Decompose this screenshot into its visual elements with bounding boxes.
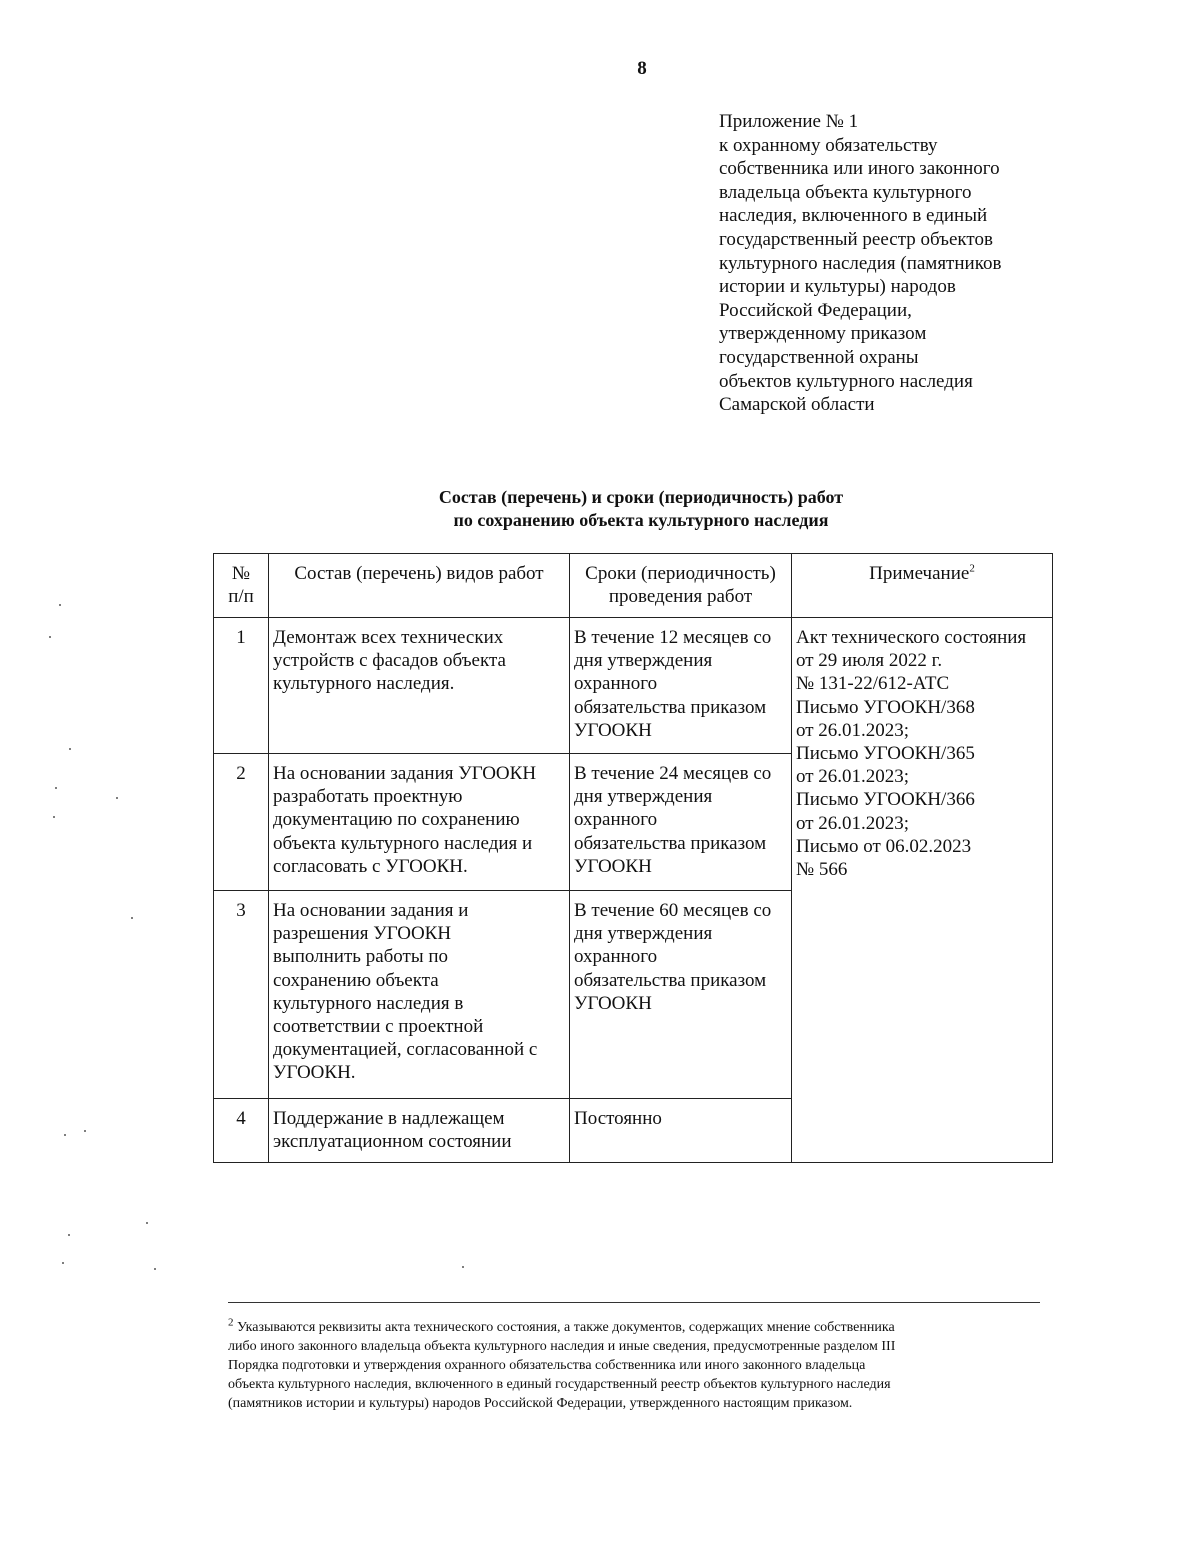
cell-line: обязательства приказом xyxy=(574,832,767,854)
header-num-line: п/п xyxy=(228,586,254,608)
cell-line: УГООКН xyxy=(574,992,652,1014)
row-terms xyxy=(570,1099,792,1163)
cell-line: документацию по сохранению xyxy=(273,809,520,831)
footnote-mark: 2 xyxy=(969,562,975,575)
page-number: 8 xyxy=(637,58,647,79)
footnote-mark: 2 xyxy=(228,1316,234,1329)
note-cell xyxy=(792,618,1053,1163)
note-line: от 26.01.2023; xyxy=(796,766,910,788)
note-line: Акт технического состояния xyxy=(796,627,1027,648)
note-line: Письмо УГООКН/366 xyxy=(796,789,975,811)
cell-line: охранного xyxy=(574,673,658,695)
cell-line: УГООКН. xyxy=(273,1062,356,1084)
appendix-line: владельца объекта культурного xyxy=(719,181,972,203)
appendix-line: культурного наследия (памятников xyxy=(719,252,1002,274)
header-terms-line: Сроки (периодичность) xyxy=(585,563,776,584)
appendix-line: государственный реестр объектов xyxy=(719,228,993,250)
table-header-row xyxy=(214,554,1053,618)
works-table xyxy=(213,553,1053,1163)
cell-line: УГООКН xyxy=(574,855,652,877)
row-number: 2 xyxy=(214,754,269,891)
cell-line: охранного xyxy=(574,946,658,968)
cell-line: обязательства приказом xyxy=(574,969,767,991)
footnote xyxy=(228,1318,1040,1413)
row-works xyxy=(269,754,570,891)
appendix-line: утвержденному приказом xyxy=(719,323,927,345)
cell-line: устройств с фасадов объекта xyxy=(273,650,506,672)
cell-line: На основании задания и xyxy=(273,900,469,921)
header-note-label: Примечание xyxy=(869,563,970,584)
row-terms xyxy=(570,754,792,891)
cell-line: В течение 12 месяцев со xyxy=(574,627,772,648)
appendix-line: государственной охраны xyxy=(719,346,919,368)
cell-line: Поддержание в надлежащем xyxy=(273,1108,505,1129)
header-works xyxy=(269,554,570,618)
cell-line: выполнить работы по xyxy=(273,946,449,968)
note-line: от 26.01.2023; xyxy=(796,812,910,834)
cell-line: дня утверждения xyxy=(574,923,713,945)
cell-line: разрешения УГООКН xyxy=(273,923,452,945)
appendix-line: Российской Федерации, xyxy=(719,299,912,321)
cell-line: дня утверждения xyxy=(574,650,713,672)
footnote-line: либо иного законного владельца объекта культурного наследия и иные сведения, предусмотренные разделом III xyxy=(228,1339,896,1354)
note-line: № 566 xyxy=(796,859,848,881)
header-num xyxy=(214,554,269,618)
title-line-2: по сохранению объекта культурного наследия xyxy=(453,510,829,530)
cell-line: обязательства приказом xyxy=(574,696,767,718)
header-terms xyxy=(570,554,792,618)
note-line: № 131-22/612-АТС xyxy=(796,673,950,695)
document-title xyxy=(210,486,1072,532)
appendix-line: Самарской области xyxy=(719,394,875,416)
note-line: от 29 июля 2022 г. xyxy=(796,650,943,672)
cell-line: эксплуатационном состоянии xyxy=(273,1131,512,1153)
cell-line: На основании задания УГООКН xyxy=(273,763,537,784)
cell-line: документацией, согласованной с xyxy=(273,1039,538,1061)
footnote-line: (памятников истории и культуры) народов Российской Федерации, утвержденного настоящим приказом. xyxy=(228,1396,853,1411)
row-works xyxy=(269,1099,570,1163)
appendix-line: объектов культурного наследия xyxy=(719,370,973,392)
note-line: Письмо УГООКН/365 xyxy=(796,743,975,765)
cell-line: В течение 60 месяцев со xyxy=(574,900,772,921)
row-terms xyxy=(570,891,792,1099)
row-number: 4 xyxy=(214,1099,269,1163)
header-works-label: Состав (перечень) видов работ xyxy=(294,563,544,584)
table-row xyxy=(214,618,1053,754)
cell-line: культурного наследия. xyxy=(273,673,455,695)
footnote-divider xyxy=(228,1302,1040,1303)
row-works xyxy=(269,891,570,1099)
cell-line: разработать проектную xyxy=(273,786,463,808)
cell-line: Демонтаж всех технических xyxy=(273,627,504,648)
cell-line: УГООКН xyxy=(574,719,652,741)
appendix-line: истории и культуры) народов xyxy=(719,276,956,298)
title-line-1: Состав (перечень) и сроки (периодичность) работ xyxy=(438,487,844,507)
note-line: Письмо от 06.02.2023 xyxy=(796,835,972,857)
appendix-line: Приложение № 1 xyxy=(719,111,859,132)
cell-line: дня утверждения xyxy=(574,786,713,808)
cell-line: Постоянно xyxy=(574,1108,662,1129)
row-works xyxy=(269,618,570,754)
header-terms-line: проведения работ xyxy=(608,586,753,608)
footnote-line: объекта культурного наследия, включенного в единый государственный реестр объектов культурного наследия xyxy=(228,1377,891,1392)
cell-line: объекта культурного наследия и xyxy=(273,832,533,854)
cell-line: соответствии с проектной xyxy=(273,1016,484,1038)
header-num-line: № xyxy=(231,563,251,584)
footnote-text: Указываются реквизиты акта технического состояния, а также документов, содержащих мнение собственника xyxy=(237,1320,895,1335)
cell-line: сохранению объекта xyxy=(273,969,439,991)
appendix-header xyxy=(719,110,1059,417)
cell-line: охранного xyxy=(574,809,658,831)
cell-line: согласовать с УГООКН. xyxy=(273,855,468,877)
row-number: 1 xyxy=(214,618,269,754)
cell-line: В течение 24 месяцев со xyxy=(574,763,772,784)
footnote-line xyxy=(228,1318,1040,1337)
cell-line: культурного наследия в xyxy=(273,992,464,1014)
appendix-line: наследия, включенного в единый xyxy=(719,205,988,227)
row-terms xyxy=(570,618,792,754)
note-line: от 26.01.2023; xyxy=(796,719,910,741)
appendix-line: к охранному обязательству xyxy=(719,134,938,156)
header-note xyxy=(792,554,1053,618)
note-line: Письмо УГООКН/368 xyxy=(796,696,975,718)
appendix-line: собственника или иного законного xyxy=(719,158,1000,180)
row-number: 3 xyxy=(214,891,269,1099)
footnote-line: Порядка подготовки и утверждения охранного обязательства собственника или иного законного владельца xyxy=(228,1358,866,1373)
